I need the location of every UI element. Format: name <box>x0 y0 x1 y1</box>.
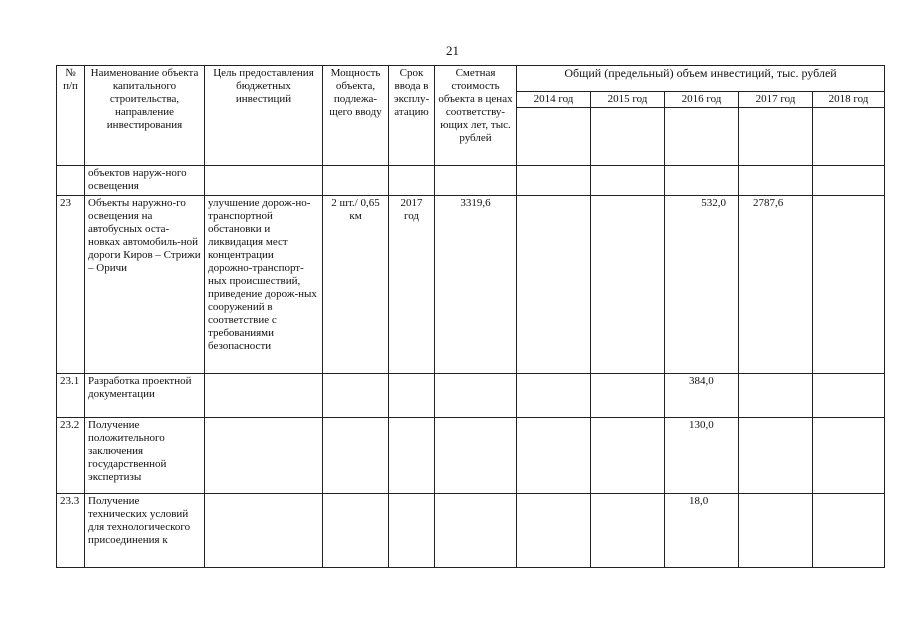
cell-2018 <box>813 196 885 374</box>
cell-2017 <box>739 494 813 568</box>
cell-capacity: 2 шт./ 0,65 км <box>323 196 389 374</box>
cell-name: Разработка проектной документации <box>85 374 205 418</box>
page-number: 21 <box>446 43 459 58</box>
cell-capacity <box>323 418 389 494</box>
cell-2015 <box>591 196 665 374</box>
cell-goal <box>205 418 323 494</box>
cell-term <box>389 494 435 568</box>
table-row <box>57 418 885 494</box>
cell-2014 <box>517 196 591 374</box>
header-year-2015: 2015 год <box>591 92 665 108</box>
cell-2018 <box>813 494 885 568</box>
cell-num: 23.3 <box>57 494 85 568</box>
cell-term <box>389 166 435 196</box>
cell-cost <box>435 374 517 418</box>
cell-2015 <box>591 374 665 418</box>
header-goal: Цель предоставления бюджетных инвестиций <box>205 66 323 166</box>
cell-2017 <box>739 166 813 196</box>
cell-capacity <box>323 166 389 196</box>
header-year-2014: 2014 год <box>517 92 591 108</box>
cell-2015 <box>591 494 665 568</box>
header-invest-group: Общий (предельный) объем инвестиций, тыс. рублей <box>517 66 885 92</box>
header-year-2016: 2016 год <box>665 92 739 108</box>
cell-goal <box>205 374 323 418</box>
cell-2018 <box>813 166 885 196</box>
cell-num: 23 <box>57 196 85 374</box>
header-capacity: Мощность объекта, подлежа-щего вводу <box>323 66 389 166</box>
cell-2014 <box>517 374 591 418</box>
table-row <box>57 166 885 196</box>
cell-2014 <box>517 166 591 196</box>
cell-cost <box>435 418 517 494</box>
cell-cost <box>435 494 517 568</box>
cell-capacity <box>323 374 389 418</box>
header-term: Срок ввода в эксплу-атацию <box>389 66 435 166</box>
table-row <box>57 374 885 418</box>
cell-2014 <box>517 418 591 494</box>
cell-goal <box>205 166 323 196</box>
cell-2015 <box>591 166 665 196</box>
cell-name: Получение технических условий для технологического присоединения к <box>85 494 205 568</box>
header-cost: Сметная стоимость объекта в ценах соответству-ющих лет, тыс. рублей <box>435 66 517 166</box>
cell-name: объектов наруж-ного освещения <box>85 166 205 196</box>
cell-cost <box>435 166 517 196</box>
cell-capacity <box>323 494 389 568</box>
header-num: № п/п <box>57 66 85 166</box>
cell-num: 23.1 <box>57 374 85 418</box>
cell-term <box>389 418 435 494</box>
header-name: Наименование объекта капитального строительства, направление инвестирования <box>85 66 205 166</box>
cell-num <box>57 166 85 196</box>
table-row <box>57 494 885 568</box>
cell-2018 <box>813 374 885 418</box>
cell-2017 <box>739 418 813 494</box>
cell-2016 <box>665 166 739 196</box>
cell-2016: 18,0 <box>665 494 739 568</box>
table-row <box>57 196 885 374</box>
cell-name: Объекты наружно-го освещения на автобусных оста-новках автомобиль-ной дороги Киров – Стрижи – Оричи <box>85 196 205 374</box>
header-row-1 <box>57 66 885 92</box>
cell-2016: 384,0 <box>665 374 739 418</box>
cell-term <box>389 374 435 418</box>
cell-2018 <box>813 418 885 494</box>
cell-2016: 130,0 <box>665 418 739 494</box>
cell-2017 <box>739 374 813 418</box>
cell-2015 <box>591 418 665 494</box>
header-year-2017: 2017 год <box>739 92 813 108</box>
cell-goal <box>205 494 323 568</box>
cell-2014 <box>517 494 591 568</box>
cell-2017: 2787,6 <box>739 196 813 374</box>
cell-goal: улучшение дорож-но-транспортной обстановки и ликвидация мест концентрации дорожно-транспорт-ных происшествий, приведение дорож-ных сооружений в соответствие с требованиями безопасности <box>205 196 323 374</box>
cell-cost: 3319,6 <box>435 196 517 374</box>
cell-term: 2017 год <box>389 196 435 374</box>
cell-name: Получение положительного заключения государственной экспертизы <box>85 418 205 494</box>
investment-table <box>56 65 885 568</box>
cell-num: 23.2 <box>57 418 85 494</box>
cell-2016: 532,0 <box>665 196 739 374</box>
header-year-2018: 2018 год <box>813 92 885 108</box>
